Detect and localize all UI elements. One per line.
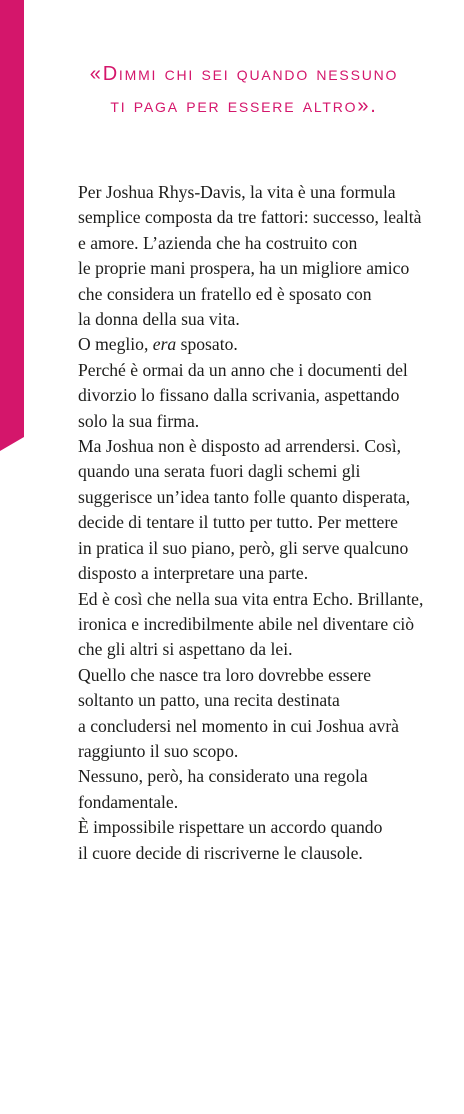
synopsis-text-run: sposato. [176, 334, 238, 355]
synopsis-line: la donna della sua vita. [78, 309, 240, 330]
synopsis-line: semplice composta da tre fattori: successo, lealtà [78, 207, 422, 228]
synopsis-line: solo la sua firma. [78, 410, 200, 431]
synopsis-line [78, 332, 448, 357]
synopsis-text-run: O meglio, [78, 334, 153, 355]
synopsis-line: il cuore decide di riscriverne le clausole. [78, 842, 363, 863]
synopsis-emphasis: era [152, 334, 177, 355]
tagline-line: «Dimmi chi sei quando nessuno [89, 63, 399, 85]
synopsis-line: suggerisce un’idea tanto folle quanto disperata, [78, 486, 411, 507]
synopsis-line: Ma Joshua non è disposto ad arrendersi. Così, [78, 436, 401, 457]
synopsis-line: e amore. L’azienda che ha costruito con [78, 232, 358, 253]
synopsis-line: in pratica il suo piano, però, gli serve qualcuno [78, 537, 409, 558]
tagline-line: ti paga per essere altro». [110, 95, 378, 117]
synopsis-line: che considera un fratello ed è sposato con [78, 283, 372, 304]
synopsis-line: Nessuno, però, ha considerato una regola [78, 766, 368, 787]
synopsis-line: Ed è così che nella sua vita entra Echo. Brillante, [78, 588, 424, 609]
synopsis-text [78, 180, 448, 866]
synopsis-line: fondamentale. [78, 791, 179, 812]
synopsis-line: che gli altri si aspettano da lei. [78, 639, 293, 660]
tagline-quote [24, 58, 464, 122]
synopsis-line: decide di tentare il tutto per tutto. Per mettere [78, 512, 398, 533]
synopsis-line: soltanto un patto, una recita destinata [78, 690, 340, 711]
synopsis-line: Per Joshua Rhys-Davis, la vita è una formula [78, 182, 396, 202]
synopsis-line: divorzio lo fissano dalla scrivania, aspettando [78, 385, 400, 406]
synopsis-line: Perché è ormai da un anno che i documenti del [78, 359, 408, 380]
synopsis-line: a concludersi nel momento in cui Joshua avrà [78, 715, 399, 736]
synopsis-line: le proprie mani prospera, ha un migliore amico [78, 258, 410, 279]
synopsis-line: disposto a interpretare una parte. [78, 563, 309, 584]
accent-bar [0, 0, 24, 437]
synopsis-line: È impossibile rispettare un accordo quando [78, 817, 383, 838]
synopsis-line: ironica e incredibilmente abile nel diventare ciò [78, 613, 415, 634]
synopsis-line: Quello che nasce tra loro dovrebbe essere [78, 664, 372, 685]
synopsis-line: raggiunto il suo scopo. [78, 740, 239, 761]
synopsis-line: quando una serata fuori dagli schemi gli [78, 461, 361, 482]
